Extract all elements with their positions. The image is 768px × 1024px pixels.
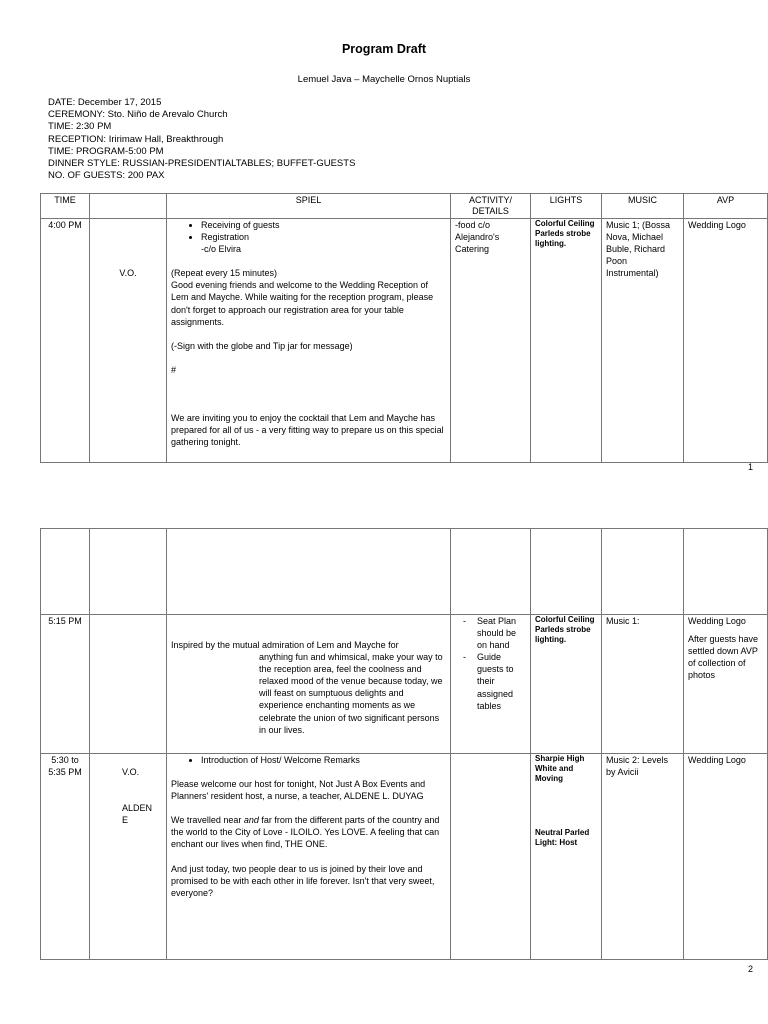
detail-date: DATE: December 17, 2015 — [48, 97, 162, 108]
lights-note: Sharpie High White and Moving — [535, 754, 585, 783]
cell-spiel — [167, 219, 451, 463]
table-row — [41, 219, 768, 463]
lights-note: Neutral Parled Light: Host — [535, 828, 590, 847]
table-header-row — [41, 194, 768, 219]
table-row — [41, 615, 768, 754]
cell-lights: Colorful Ceiling Parleds strobe lighting. — [531, 219, 602, 463]
page-number: 1 — [748, 462, 754, 472]
detail-reception: RECEPTION: Iririmaw Hall, Breakthrough — [48, 133, 224, 145]
cell-speaker — [90, 219, 167, 463]
cell-spiel — [167, 615, 451, 754]
avp-note: Wedding Logo — [688, 616, 746, 626]
cell-activity — [451, 754, 531, 960]
header-activity: ACTIVITY/ DETAILS — [451, 194, 531, 219]
detail-program-time: TIME: PROGRAM-5:00 PM — [48, 145, 164, 157]
list-item: • Receiving of guests — [201, 219, 446, 231]
spiel-sub-note: -c/o Elvira — [201, 244, 242, 255]
spiel-paragraph: We travelled near and far from the different parts of the country and the world to the City of Love - ILOILO. Yes LOVE. A feeling that can enchant our lives when find, THE ONE. — [171, 815, 440, 850]
page-number: 2 — [748, 964, 754, 974]
document-subtitle: Lemuel Java – Maychelle Ornos Nuptials — [297, 74, 471, 85]
cell-lights — [531, 754, 602, 960]
spiel-paragraph: Good evening friends and welcome to the Wedding Reception of Lem and Mayche. While waiting for the reception program, please don't forget to approach our registration area for your table assignments. — [171, 280, 434, 327]
table-row — [41, 754, 768, 960]
event-details — [48, 97, 355, 182]
program-table-page-2 — [40, 528, 768, 960]
detail-guests: NO. OF GUESTS: 200 PAX — [48, 170, 165, 182]
cell-time: 5:30 to 5:35 PM — [41, 754, 90, 960]
header-time: TIME — [41, 194, 90, 219]
detail-ceremony: CEREMONY: Sto. Niño de Arevalo Church — [48, 109, 228, 121]
cell-avp: Wedding Logo — [684, 219, 768, 463]
cell-avp — [684, 615, 768, 754]
cell-music: Music 1: — [602, 615, 684, 754]
cell-spiel — [167, 754, 451, 960]
detail-dinner-style: DINNER STYLE: RUSSIAN-PRESIDENTIALTABLES; BUFFET-GUESTS — [48, 158, 356, 170]
cell-music: Music 2: Levels by Avicii — [602, 754, 684, 960]
list-item: - Guide guests to their assigned tables — [477, 651, 526, 711]
cell-speaker — [90, 615, 167, 754]
avp-note: After guests have settled down AVP of collection of photos — [688, 634, 759, 681]
document-title: Program Draft — [341, 42, 427, 56]
spiel-paragraph: Please welcome our host for tonight, Not Just A Box Events and Planners' resident host, a nurse, a teacher, ALDENE L. DUYAG — [171, 779, 426, 802]
detail-ceremony-time: TIME: 2:30 PM — [48, 121, 112, 133]
program-table-page-1 — [40, 193, 768, 463]
header-avp: AVP — [684, 194, 768, 219]
spiel-paragraph: And just today, two people dear to us is joined by their love and promised to be with each other in life forever. Isn't that very sweet, everyone? — [171, 863, 435, 898]
speaker-label: V.O. — [119, 268, 137, 278]
spiel-hash: # — [171, 364, 177, 375]
header-music: MUSIC — [602, 194, 684, 219]
list-item: - Seat Plan should be on hand — [477, 615, 526, 651]
header-lights: LIGHTS — [531, 194, 602, 219]
table-row-empty — [41, 529, 768, 615]
cell-speaker — [90, 754, 167, 960]
cell-lights: Colorful Ceiling Parleds strobe lighting. — [531, 615, 602, 754]
cell-activity: -food c/o Alejandro's Catering — [451, 219, 531, 463]
speaker-label: V.O. — [122, 767, 140, 777]
spiel-paragraph: We are inviting you to enjoy the cocktail that Lem and Mayche has prepared for all of us - a very fitting way to prepare us on this special gathering tonight. — [171, 412, 444, 448]
spiel-repeat-note: (Repeat every 15 minutes) — [171, 268, 278, 279]
spiel-paragraph: Inspired by the mutual admiration of Lem and Mayche for — [171, 640, 399, 650]
spiel-paragraph: anything fun and whimsical, make your way to the reception area, feel the coolness and relaxed mood of the venue because today, we will feast on sumptuous delights and experience enchanting moments as we celebrate the union of two significant persons in our lives. — [259, 652, 443, 735]
list-item: • Introduction of Host/ Welcome Remarks — [201, 754, 446, 766]
cell-time: 5:15 PM — [41, 615, 90, 754]
spiel-paragraph: (-Sign with the globe and Tip jar for message) — [171, 340, 353, 351]
cell-time: 4:00 PM — [41, 219, 90, 463]
cell-music: Music 1; (Bossa Nova, Michael Buble, Richard Poon Instrumental) — [602, 219, 684, 463]
cell-activity — [451, 615, 531, 754]
header-speaker — [90, 194, 167, 219]
cell-avp: Wedding Logo — [684, 754, 768, 960]
header-spiel: SPIEL — [167, 194, 451, 219]
speaker-label: ALDEN E — [122, 803, 153, 826]
list-item: • Registration — [201, 231, 446, 243]
